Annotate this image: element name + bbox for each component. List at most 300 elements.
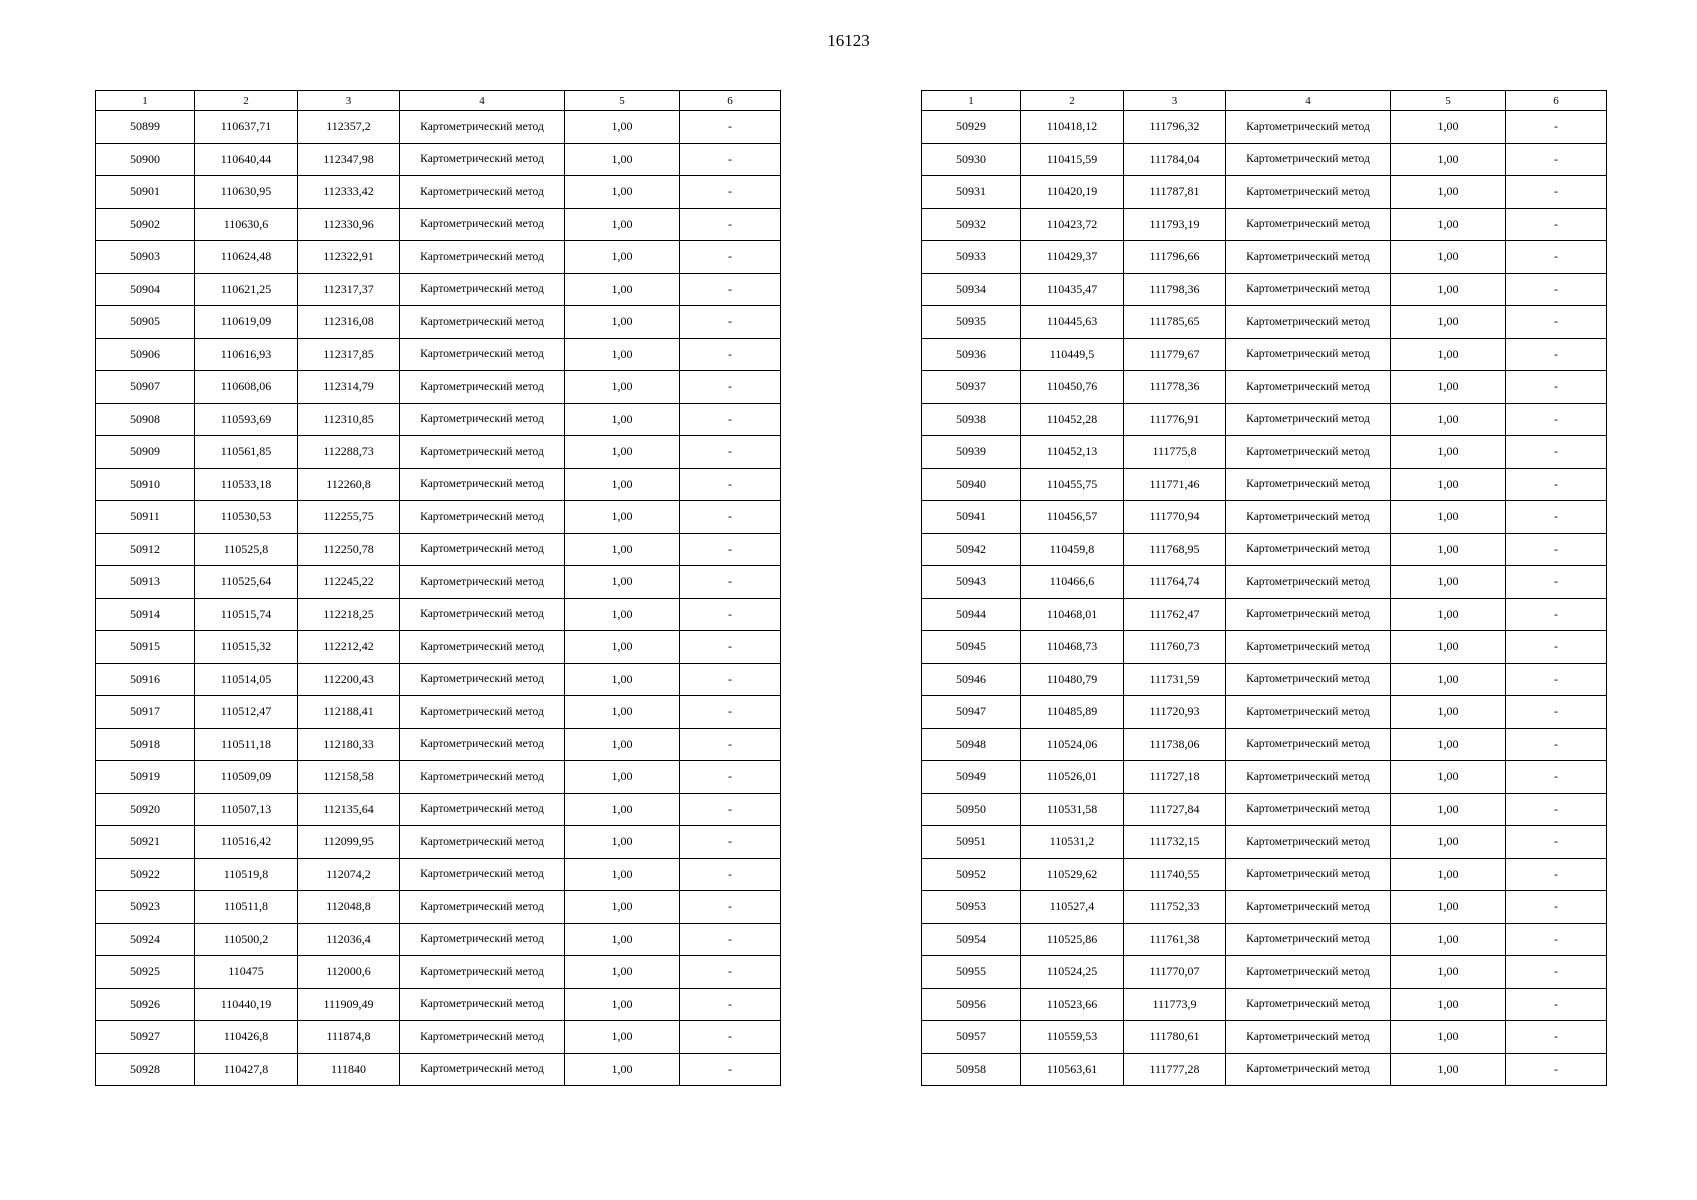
x-coordinate-cell: 110511,8 xyxy=(195,891,298,924)
note-cell: - xyxy=(1506,988,1607,1021)
point-number-cell: 50922 xyxy=(96,858,195,891)
precision-cell: 1,00 xyxy=(565,1053,680,1086)
note-cell: - xyxy=(680,371,781,404)
precision-cell: 1,00 xyxy=(565,436,680,469)
method-cell: Картометрический метод xyxy=(400,371,565,404)
table-row xyxy=(96,826,781,859)
precision-cell: 1,00 xyxy=(1391,988,1506,1021)
y-coordinate-cell: 111760,73 xyxy=(1124,631,1226,664)
x-coordinate-cell: 110420,19 xyxy=(1021,176,1124,209)
note-cell: - xyxy=(1506,273,1607,306)
x-coordinate-cell: 110450,76 xyxy=(1021,371,1124,404)
precision-cell: 1,00 xyxy=(565,988,680,1021)
column-header: 1 xyxy=(96,91,195,111)
y-coordinate-cell: 111777,28 xyxy=(1124,1053,1226,1086)
y-coordinate-cell: 112036,4 xyxy=(298,923,400,956)
y-coordinate-cell: 111780,61 xyxy=(1124,1021,1226,1054)
note-cell: - xyxy=(1506,176,1607,209)
note-cell: - xyxy=(680,793,781,826)
method-cell: Картометрический метод xyxy=(1226,988,1391,1021)
method-cell: Картометрический метод xyxy=(1226,1021,1391,1054)
method-cell: Картометрический метод xyxy=(400,956,565,989)
table-row xyxy=(922,371,1607,404)
y-coordinate-cell: 111785,65 xyxy=(1124,306,1226,339)
note-cell: - xyxy=(680,533,781,566)
method-cell: Картометрический метод xyxy=(400,501,565,534)
table-row xyxy=(96,1053,781,1086)
x-coordinate-cell: 110423,72 xyxy=(1021,208,1124,241)
method-cell: Картометрический метод xyxy=(400,696,565,729)
y-coordinate-cell: 112357,2 xyxy=(298,111,400,144)
method-cell: Картометрический метод xyxy=(1226,566,1391,599)
note-cell: - xyxy=(1506,826,1607,859)
y-coordinate-cell: 111770,94 xyxy=(1124,501,1226,534)
point-number-cell: 50940 xyxy=(922,468,1021,501)
y-coordinate-cell: 112310,85 xyxy=(298,403,400,436)
method-cell: Картометрический метод xyxy=(1226,403,1391,436)
table-row xyxy=(96,696,781,729)
table-row xyxy=(96,1021,781,1054)
table-row xyxy=(922,663,1607,696)
x-coordinate-cell: 110456,57 xyxy=(1021,501,1124,534)
x-coordinate-cell: 110440,19 xyxy=(195,988,298,1021)
x-coordinate-cell: 110480,79 xyxy=(1021,663,1124,696)
table-row xyxy=(922,793,1607,826)
y-coordinate-cell: 111874,8 xyxy=(298,1021,400,1054)
x-coordinate-cell: 110525,64 xyxy=(195,566,298,599)
note-cell: - xyxy=(680,403,781,436)
note-cell: - xyxy=(1506,436,1607,469)
method-cell: Картометрический метод xyxy=(1226,663,1391,696)
precision-cell: 1,00 xyxy=(1391,468,1506,501)
point-number-cell: 50921 xyxy=(96,826,195,859)
y-coordinate-cell: 112158,58 xyxy=(298,761,400,794)
precision-cell: 1,00 xyxy=(1391,501,1506,534)
point-number-cell: 50912 xyxy=(96,533,195,566)
table-row xyxy=(96,988,781,1021)
x-coordinate-cell: 110445,63 xyxy=(1021,306,1124,339)
point-number-cell: 50930 xyxy=(922,143,1021,176)
precision-cell: 1,00 xyxy=(1391,728,1506,761)
precision-cell: 1,00 xyxy=(1391,566,1506,599)
table-row xyxy=(922,598,1607,631)
note-cell: - xyxy=(680,761,781,794)
table-row xyxy=(96,468,781,501)
precision-cell: 1,00 xyxy=(1391,436,1506,469)
note-cell: - xyxy=(1506,566,1607,599)
y-coordinate-cell: 111770,07 xyxy=(1124,956,1226,989)
table-row xyxy=(96,956,781,989)
method-cell: Картометрический метод xyxy=(400,663,565,696)
point-number-cell: 50925 xyxy=(96,956,195,989)
note-cell: - xyxy=(680,436,781,469)
precision-cell: 1,00 xyxy=(1391,631,1506,664)
table-row xyxy=(96,728,781,761)
point-number-cell: 50933 xyxy=(922,241,1021,274)
y-coordinate-cell: 112000,6 xyxy=(298,956,400,989)
method-cell: Картометрический метод xyxy=(400,1021,565,1054)
point-number-cell: 50937 xyxy=(922,371,1021,404)
method-cell: Картометрический метод xyxy=(400,858,565,891)
y-coordinate-cell: 111796,66 xyxy=(1124,241,1226,274)
x-coordinate-cell: 110640,44 xyxy=(195,143,298,176)
method-cell: Картометрический метод xyxy=(400,988,565,1021)
point-number-cell: 50958 xyxy=(922,1053,1021,1086)
x-coordinate-cell: 110515,74 xyxy=(195,598,298,631)
x-coordinate-cell: 110524,06 xyxy=(1021,728,1124,761)
table-row xyxy=(922,566,1607,599)
x-coordinate-cell: 110509,09 xyxy=(195,761,298,794)
precision-cell: 1,00 xyxy=(1391,111,1506,144)
method-cell: Картометрический метод xyxy=(1226,338,1391,371)
point-number-cell: 50952 xyxy=(922,858,1021,891)
y-coordinate-cell: 111762,47 xyxy=(1124,598,1226,631)
note-cell: - xyxy=(1506,241,1607,274)
note-cell: - xyxy=(680,1021,781,1054)
table-row xyxy=(922,826,1607,859)
method-cell: Картометрический метод xyxy=(400,891,565,924)
method-cell: Картометрический метод xyxy=(400,598,565,631)
x-coordinate-cell: 110531,58 xyxy=(1021,793,1124,826)
x-coordinate-cell: 110530,53 xyxy=(195,501,298,534)
note-cell: - xyxy=(1506,468,1607,501)
note-cell: - xyxy=(1506,1053,1607,1086)
method-cell: Картометрический метод xyxy=(1226,208,1391,241)
precision-cell: 1,00 xyxy=(1391,826,1506,859)
precision-cell: 1,00 xyxy=(1391,696,1506,729)
y-coordinate-cell: 112099,95 xyxy=(298,826,400,859)
point-number-cell: 50901 xyxy=(96,176,195,209)
y-coordinate-cell: 112180,33 xyxy=(298,728,400,761)
y-coordinate-cell: 112288,73 xyxy=(298,436,400,469)
x-coordinate-cell: 110435,47 xyxy=(1021,273,1124,306)
y-coordinate-cell: 111731,59 xyxy=(1124,663,1226,696)
precision-cell: 1,00 xyxy=(1391,208,1506,241)
x-coordinate-cell: 110637,71 xyxy=(195,111,298,144)
y-coordinate-cell: 112048,8 xyxy=(298,891,400,924)
method-cell: Картометрический метод xyxy=(400,273,565,306)
y-coordinate-cell: 112212,42 xyxy=(298,631,400,664)
method-cell: Картометрический метод xyxy=(1226,598,1391,631)
note-cell: - xyxy=(680,891,781,924)
y-coordinate-cell: 111732,15 xyxy=(1124,826,1226,859)
precision-cell: 1,00 xyxy=(1391,403,1506,436)
table-row xyxy=(96,111,781,144)
x-coordinate-cell: 110561,85 xyxy=(195,436,298,469)
note-cell: - xyxy=(1506,858,1607,891)
method-cell: Картометрический метод xyxy=(400,761,565,794)
x-coordinate-cell: 110485,89 xyxy=(1021,696,1124,729)
point-number-cell: 50941 xyxy=(922,501,1021,534)
method-cell: Картометрический метод xyxy=(1226,956,1391,989)
note-cell: - xyxy=(1506,761,1607,794)
note-cell: - xyxy=(1506,306,1607,339)
x-coordinate-cell: 110449,5 xyxy=(1021,338,1124,371)
precision-cell: 1,00 xyxy=(565,956,680,989)
point-number-cell: 50929 xyxy=(922,111,1021,144)
method-cell: Картометрический метод xyxy=(400,143,565,176)
table-row xyxy=(96,923,781,956)
coordinates-table-right xyxy=(921,90,1607,1086)
y-coordinate-cell: 112314,79 xyxy=(298,371,400,404)
x-coordinate-cell: 110527,4 xyxy=(1021,891,1124,924)
precision-cell: 1,00 xyxy=(565,631,680,664)
precision-cell: 1,00 xyxy=(565,403,680,436)
y-coordinate-cell: 111784,04 xyxy=(1124,143,1226,176)
method-cell: Картометрический метод xyxy=(1226,631,1391,664)
y-coordinate-cell: 111738,06 xyxy=(1124,728,1226,761)
table-row xyxy=(922,696,1607,729)
x-coordinate-cell: 110624,48 xyxy=(195,241,298,274)
y-coordinate-cell: 112330,96 xyxy=(298,208,400,241)
x-coordinate-cell: 110455,75 xyxy=(1021,468,1124,501)
y-coordinate-cell: 111752,33 xyxy=(1124,891,1226,924)
y-coordinate-cell: 111775,8 xyxy=(1124,436,1226,469)
table-row xyxy=(922,436,1607,469)
header-row xyxy=(922,91,1607,111)
coordinates-table-left xyxy=(95,90,781,1086)
method-cell: Картометрический метод xyxy=(400,533,565,566)
point-number-cell: 50909 xyxy=(96,436,195,469)
note-cell: - xyxy=(1506,533,1607,566)
x-coordinate-cell: 110525,8 xyxy=(195,533,298,566)
method-cell: Картометрический метод xyxy=(400,631,565,664)
x-coordinate-cell: 110533,18 xyxy=(195,468,298,501)
table-row xyxy=(96,631,781,664)
point-number-cell: 50903 xyxy=(96,241,195,274)
precision-cell: 1,00 xyxy=(565,826,680,859)
precision-cell: 1,00 xyxy=(565,533,680,566)
x-coordinate-cell: 110500,2 xyxy=(195,923,298,956)
y-coordinate-cell: 112250,78 xyxy=(298,533,400,566)
x-coordinate-cell: 110466,6 xyxy=(1021,566,1124,599)
precision-cell: 1,00 xyxy=(565,176,680,209)
point-number-cell: 50957 xyxy=(922,1021,1021,1054)
table-row xyxy=(922,501,1607,534)
note-cell: - xyxy=(1506,728,1607,761)
method-cell: Картометрический метод xyxy=(400,436,565,469)
note-cell: - xyxy=(680,143,781,176)
point-number-cell: 50954 xyxy=(922,923,1021,956)
note-cell: - xyxy=(1506,403,1607,436)
note-cell: - xyxy=(680,338,781,371)
precision-cell: 1,00 xyxy=(565,761,680,794)
method-cell: Картометрический метод xyxy=(400,923,565,956)
method-cell: Картометрический метод xyxy=(1226,761,1391,794)
table-row xyxy=(96,273,781,306)
note-cell: - xyxy=(1506,111,1607,144)
table-row xyxy=(922,468,1607,501)
point-number-cell: 50950 xyxy=(922,793,1021,826)
precision-cell: 1,00 xyxy=(565,371,680,404)
point-number-cell: 50931 xyxy=(922,176,1021,209)
note-cell: - xyxy=(1506,143,1607,176)
y-coordinate-cell: 111787,81 xyxy=(1124,176,1226,209)
note-cell: - xyxy=(1506,501,1607,534)
method-cell: Картометрический метод xyxy=(1226,728,1391,761)
method-cell: Картометрический метод xyxy=(1226,858,1391,891)
point-number-cell: 50915 xyxy=(96,631,195,664)
table-row xyxy=(922,956,1607,989)
point-number-cell: 50920 xyxy=(96,793,195,826)
note-cell: - xyxy=(1506,696,1607,729)
method-cell: Картометрический метод xyxy=(400,111,565,144)
point-number-cell: 50955 xyxy=(922,956,1021,989)
precision-cell: 1,00 xyxy=(565,598,680,631)
note-cell: - xyxy=(1506,208,1607,241)
x-coordinate-cell: 110529,62 xyxy=(1021,858,1124,891)
table-row xyxy=(96,176,781,209)
y-coordinate-cell: 112200,43 xyxy=(298,663,400,696)
point-number-cell: 50914 xyxy=(96,598,195,631)
table-row xyxy=(96,858,781,891)
method-cell: Картометрический метод xyxy=(400,403,565,436)
y-coordinate-cell: 112255,75 xyxy=(298,501,400,534)
table-row xyxy=(922,143,1607,176)
method-cell: Картометрический метод xyxy=(400,208,565,241)
point-number-cell: 50953 xyxy=(922,891,1021,924)
point-number-cell: 50907 xyxy=(96,371,195,404)
point-number-cell: 50919 xyxy=(96,761,195,794)
note-cell: - xyxy=(1506,793,1607,826)
point-number-cell: 50918 xyxy=(96,728,195,761)
x-coordinate-cell: 110621,25 xyxy=(195,273,298,306)
note-cell: - xyxy=(680,306,781,339)
precision-cell: 1,00 xyxy=(1391,923,1506,956)
point-number-cell: 50926 xyxy=(96,988,195,1021)
precision-cell: 1,00 xyxy=(565,891,680,924)
table-row xyxy=(96,143,781,176)
note-cell: - xyxy=(680,728,781,761)
precision-cell: 1,00 xyxy=(565,793,680,826)
x-coordinate-cell: 110511,18 xyxy=(195,728,298,761)
method-cell: Картометрический метод xyxy=(400,793,565,826)
point-number-cell: 50932 xyxy=(922,208,1021,241)
point-number-cell: 50923 xyxy=(96,891,195,924)
precision-cell: 1,00 xyxy=(1391,338,1506,371)
table-row xyxy=(922,273,1607,306)
x-coordinate-cell: 110426,8 xyxy=(195,1021,298,1054)
precision-cell: 1,00 xyxy=(565,501,680,534)
table-row xyxy=(96,371,781,404)
point-number-cell: 50904 xyxy=(96,273,195,306)
precision-cell: 1,00 xyxy=(1391,241,1506,274)
note-cell: - xyxy=(680,501,781,534)
note-cell: - xyxy=(680,956,781,989)
method-cell: Картометрический метод xyxy=(1226,1053,1391,1086)
column-header: 5 xyxy=(1391,91,1506,111)
method-cell: Картометрический метод xyxy=(400,241,565,274)
precision-cell: 1,00 xyxy=(565,696,680,729)
table-row xyxy=(96,663,781,696)
note-cell: - xyxy=(680,468,781,501)
y-coordinate-cell: 111909,49 xyxy=(298,988,400,1021)
precision-cell: 1,00 xyxy=(565,728,680,761)
note-cell: - xyxy=(1506,371,1607,404)
note-cell: - xyxy=(680,176,781,209)
point-number-cell: 50944 xyxy=(922,598,1021,631)
table-row xyxy=(922,631,1607,664)
method-cell: Картометрический метод xyxy=(1226,143,1391,176)
note-cell: - xyxy=(680,241,781,274)
note-cell: - xyxy=(680,208,781,241)
y-coordinate-cell: 111768,95 xyxy=(1124,533,1226,566)
x-coordinate-cell: 110526,01 xyxy=(1021,761,1124,794)
y-coordinate-cell: 112245,22 xyxy=(298,566,400,599)
precision-cell: 1,00 xyxy=(565,566,680,599)
precision-cell: 1,00 xyxy=(565,923,680,956)
table-row xyxy=(922,923,1607,956)
header-row xyxy=(96,91,781,111)
point-number-cell: 50951 xyxy=(922,826,1021,859)
y-coordinate-cell: 112316,08 xyxy=(298,306,400,339)
method-cell: Картометрический метод xyxy=(1226,468,1391,501)
x-coordinate-cell: 110616,93 xyxy=(195,338,298,371)
y-coordinate-cell: 111764,74 xyxy=(1124,566,1226,599)
x-coordinate-cell: 110593,69 xyxy=(195,403,298,436)
table-row xyxy=(96,598,781,631)
table-row xyxy=(922,988,1607,1021)
table-row xyxy=(922,208,1607,241)
precision-cell: 1,00 xyxy=(565,273,680,306)
precision-cell: 1,00 xyxy=(1391,663,1506,696)
method-cell: Картометрический метод xyxy=(1226,793,1391,826)
method-cell: Картометрический метод xyxy=(1226,923,1391,956)
y-coordinate-cell: 112188,41 xyxy=(298,696,400,729)
column-header: 3 xyxy=(1124,91,1226,111)
note-cell: - xyxy=(680,663,781,696)
table-row xyxy=(96,338,781,371)
precision-cell: 1,00 xyxy=(565,143,680,176)
point-number-cell: 50942 xyxy=(922,533,1021,566)
y-coordinate-cell: 112135,64 xyxy=(298,793,400,826)
y-coordinate-cell: 112347,98 xyxy=(298,143,400,176)
x-coordinate-cell: 110525,86 xyxy=(1021,923,1124,956)
table-row xyxy=(96,891,781,924)
column-header: 2 xyxy=(195,91,298,111)
precision-cell: 1,00 xyxy=(565,111,680,144)
table-row xyxy=(96,566,781,599)
table-row xyxy=(96,761,781,794)
x-coordinate-cell: 110452,28 xyxy=(1021,403,1124,436)
y-coordinate-cell: 111727,84 xyxy=(1124,793,1226,826)
precision-cell: 1,00 xyxy=(565,208,680,241)
table-row xyxy=(96,793,781,826)
method-cell: Картометрический метод xyxy=(400,176,565,209)
method-cell: Картометрический метод xyxy=(1226,533,1391,566)
method-cell: Картометрический метод xyxy=(1226,111,1391,144)
note-cell: - xyxy=(680,1053,781,1086)
precision-cell: 1,00 xyxy=(1391,598,1506,631)
precision-cell: 1,00 xyxy=(1391,1053,1506,1086)
table-row xyxy=(922,338,1607,371)
x-coordinate-cell: 110429,37 xyxy=(1021,241,1124,274)
method-cell: Картометрический метод xyxy=(1226,501,1391,534)
note-cell: - xyxy=(1506,923,1607,956)
method-cell: Картометрический метод xyxy=(1226,696,1391,729)
precision-cell: 1,00 xyxy=(1391,306,1506,339)
x-coordinate-cell: 110559,53 xyxy=(1021,1021,1124,1054)
column-header: 6 xyxy=(1506,91,1607,111)
point-number-cell: 50928 xyxy=(96,1053,195,1086)
precision-cell: 1,00 xyxy=(1391,858,1506,891)
point-number-cell: 50947 xyxy=(922,696,1021,729)
point-number-cell: 50916 xyxy=(96,663,195,696)
table-row xyxy=(96,533,781,566)
x-coordinate-cell: 110415,59 xyxy=(1021,143,1124,176)
point-number-cell: 50927 xyxy=(96,1021,195,1054)
x-coordinate-cell: 110418,12 xyxy=(1021,111,1124,144)
